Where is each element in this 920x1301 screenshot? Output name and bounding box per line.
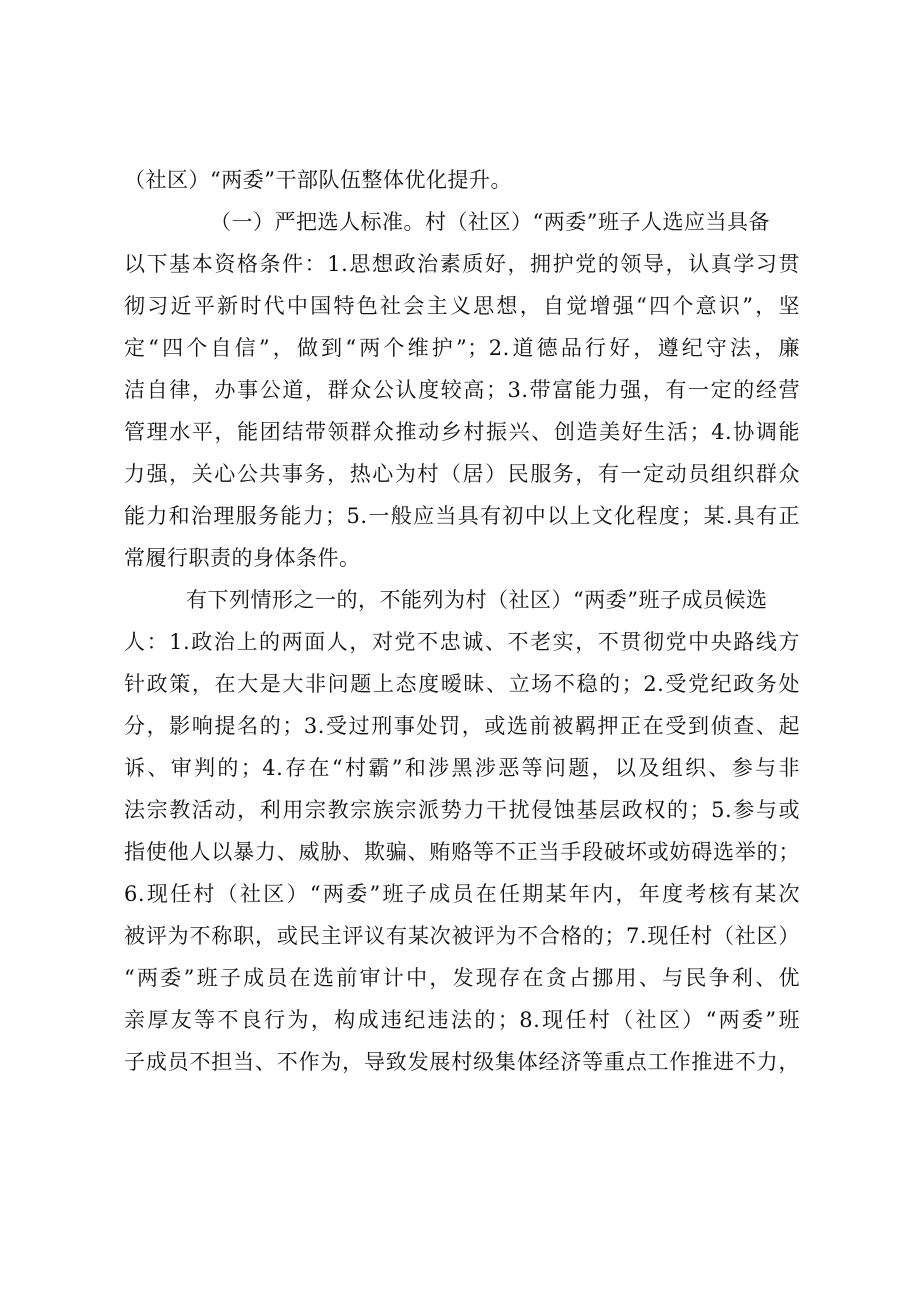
text-line: 针政策，在大是大非问题上态度暧昧、立场不稳的；2.受党纪政务处 (124, 672, 800, 696)
text-line: 常履行职责的身体条件。 (124, 546, 361, 570)
text-line: 子成员不担当、不作为，导致发展村级集体经济等重点工作推进不力， (124, 1050, 800, 1074)
paragraph-heading-line: （一）严把选人标准。村（社区）“两委”班子人选应当具备 (210, 210, 770, 234)
text-line: 定“四个自信”，做到“两个维护”；2.道德品行好，遵纪守法，廉 (124, 336, 800, 360)
paragraph-start-line: 有下列情形之一的，不能列为村（社区）“两委”班子成员候选 (186, 588, 768, 612)
text-line: 6.现任村（社区）“两委”班子成员在任期某年内，年度考核有某次 (124, 882, 800, 906)
text-line: 管理水平，能团结带领群众推动乡村振兴、创造美好生活；4.协调能 (124, 420, 800, 444)
text-line: 以下基本资格条件：1.思想政治素质好，拥护党的领导，认真学习贯 (124, 252, 800, 276)
text-line: 法宗教活动，利用宗教宗族宗派势力干扰侵蚀基层政权的；5.参与或 (124, 798, 800, 822)
text-line: “两委”班子成员在选前审计中，发现存在贪占挪用、与民争利、优 (124, 966, 800, 990)
text-line: 被评为不称职，或民主评议有某次被评为不合格的；7.现任村（社区） (124, 924, 800, 948)
text-line: 人：1.政治上的两面人，对党不忠诚、不老实，不贯彻党中央路线方 (124, 630, 800, 654)
text-line: 分，影响提名的；3.受过刑事处罚，或选前被羁押正在受到侦查、起 (124, 714, 800, 738)
text-line: 彻习近平新时代中国特色社会主义思想，自觉增强“四个意识”，坚 (124, 294, 800, 318)
text-line: 指使他人以暴力、威胁、欺骗、贿赂等不正当手段破坏或妨碍选举的； (124, 840, 800, 864)
text-line: 洁自律，办事公道，群众公认度较高；3.带富能力强，有一定的经营 (124, 378, 800, 402)
text-line: 诉、审判的；4.存在“村霸”和涉黑涉恶等问题，以及组织、参与非 (124, 756, 800, 780)
text-line: 力强，关心公共事务，热心为村（居）民服务，有一定动员组织群众 (124, 462, 800, 486)
text-line: 能力和治理服务能力；5.一般应当具有初中以上文化程度；某.具有正 (124, 504, 800, 528)
text-line: 亲厚友等不良行为，构成违纪违法的；8.现任村（社区）“两委”班 (124, 1008, 800, 1032)
text-line: （社区）“两委”干部队伍整体优化提升。 (124, 168, 512, 192)
